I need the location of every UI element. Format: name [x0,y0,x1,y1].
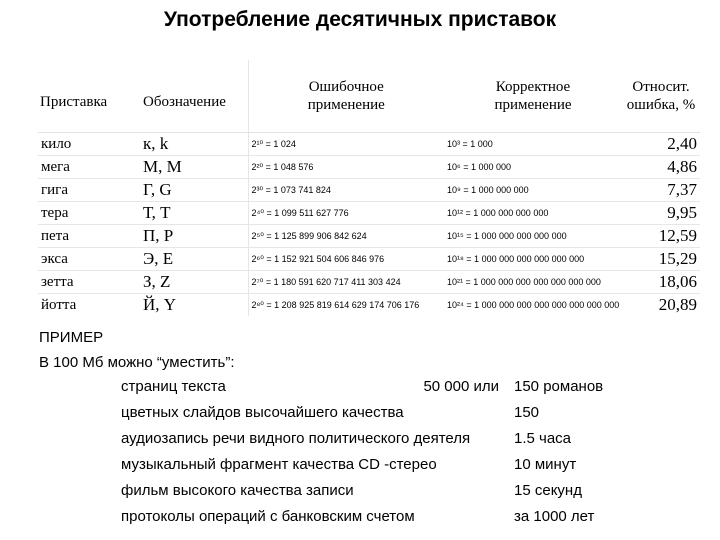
correct-usage: 10¹⁸ = 1 000 000 000 000 000 000 [444,248,622,271]
example-value: 150 [514,404,540,421]
example-item: аудиозапись речи видного политического деятеля [121,430,471,447]
correct-usage: 10¹⁵ = 1 000 000 000 000 000 [444,225,622,248]
example-value: за 1000 лет [514,508,595,525]
example-item: протоколы операций с банковским счетом [121,508,415,525]
wrong-usage: 2³⁰ = 1 073 741 824 [248,179,444,202]
prefix-name: кило [38,133,140,156]
correct-usage: 10³ = 1 000 [444,133,622,156]
relative-error: 18,06 [622,271,700,294]
wrong-usage: 2⁴⁰ = 1 099 511 627 776 [248,202,444,225]
correct-usage: 10²¹ = 1 000 000 000 000 000 000 000 [444,271,622,294]
example-row [0,404,720,428]
example-item: страниц текста [121,378,226,395]
example-row [0,508,720,532]
prefix-name: мега [38,156,140,179]
relative-error: 12,59 [622,225,700,248]
example-row [0,378,720,402]
example-item: цветных слайдов высочайшего качества [121,404,404,421]
page-title: Употребление десятичных приставок [163,8,557,31]
example-value: 10 минут [514,456,577,473]
relative-error: 4,86 [622,156,700,179]
example-item: музыкальный фрагмент качества CD -стерео [121,456,437,473]
prefix-symbol: Э, E [140,248,248,271]
table-row [38,156,700,179]
correct-usage: 10¹² = 1 000 000 000 000 [444,202,622,225]
table-row [38,225,700,248]
example-value: 15 секунд [514,482,582,499]
example-label: ПРИМЕР [39,329,104,346]
prefix-name: тера [38,202,140,225]
example-value: 1.5 часа [514,430,572,447]
correct-usage: 10⁹ = 1 000 000 000 [444,179,622,202]
prefix-symbol: Й, Y [140,294,248,317]
prefix-symbol: З, Z [140,271,248,294]
relative-error: 7,37 [622,179,700,202]
prefix-name: йотта [41,296,77,313]
table-row [38,179,700,202]
header-prefix: Приставка [38,60,140,133]
correct-usage: 10⁶ = 1 000 000 [444,156,622,179]
prefix-symbol: Г, G [140,179,248,202]
header-relative-error: Относит. ошибка, % [622,60,700,133]
example-row [0,482,720,506]
prefix-name: гига [38,179,140,202]
prefix-name: экса [38,248,140,271]
correct-usage: 10²⁴ = 1 000 000 000 000 000 000 000 000 [447,300,620,310]
prefix-name: пета [38,225,140,248]
relative-error: 20,89 [658,295,697,314]
header-symbol: Обозначение [140,60,248,133]
wrong-usage: 2⁷⁰ = 1 180 591 620 717 411 303 424 [248,271,444,294]
prefix-symbol: П, P [140,225,248,248]
example-row [0,456,720,480]
table-row [38,271,700,294]
wrong-usage: 2¹⁰ = 1 024 [248,133,444,156]
wrong-usage: 2²⁰ = 1 048 576 [248,156,444,179]
prefix-table [38,60,700,316]
example-row [0,430,720,454]
example-value: 150 романов [514,378,604,395]
prefix-symbol: Т, T [140,202,248,225]
prefix-name: зетта [38,271,140,294]
table-header-row [38,60,700,133]
table-row [38,202,700,225]
table-row [38,294,700,317]
wrong-usage: 2⁵⁰ = 1 125 899 906 842 624 [248,225,444,248]
table-row [38,133,700,156]
wrong-usage: 2⁸⁰ = 1 208 925 819 614 629 174 706 176 [251,299,420,310]
example-quantity: 50 000 или [423,378,499,395]
example-intro: В 100 Мб можно “уместить”: [39,354,235,371]
wrong-usage: 2⁶⁰ = 1 152 921 504 606 846 976 [248,248,444,271]
relative-error: 2,40 [622,133,700,156]
prefix-symbol: М, M [140,156,248,179]
prefix-symbol: к, k [140,133,248,156]
relative-error: 15,29 [622,248,700,271]
header-wrong-usage: Ошибочное применение [248,60,444,133]
relative-error: 9,95 [622,202,700,225]
header-correct-usage: Корректное применение [444,60,622,133]
table-row [38,248,700,271]
example-item: фильм высокого качества записи [121,482,354,499]
